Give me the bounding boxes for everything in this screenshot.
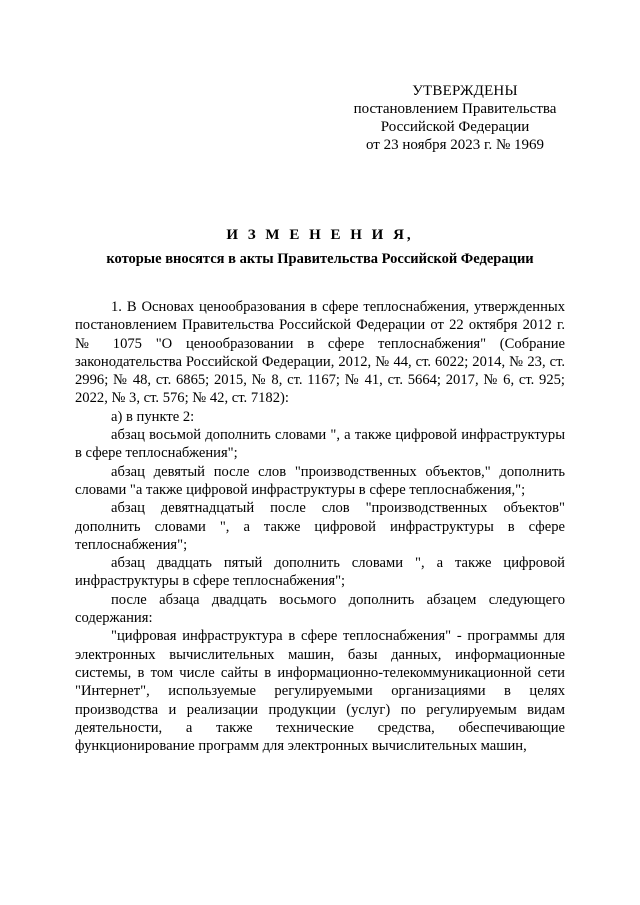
approval-line-1: постановлением Правительства [353, 101, 557, 117]
paragraph: абзац девятнадцатый после слов "производственных объектов" дополнить словами ", а также цифровой инфраструктуры в сфере теплоснабжения"; [75, 500, 565, 553]
paragraph: после абзаца двадцать восьмого дополнить абзацем следующего содержания: [75, 591, 565, 627]
paragraph: 1. В Основах ценообразования в сфере теплоснабжения, утвержденных постановлением Правительства Российской Федерации от 22 октября 2012 г. № 1075 "О ценообразовании в сфере теплоснабжения" (Собрание законодательства Российской Федерации, 2012, № 44, ст. 6022; 2014, № 23, ст. 2996; № 48, ст. 6865; 2015, № 8, ст. 1167; № 41, ст. 5664; 2017, № 6, ст. 925; 2022, № 3, ст. 576; № 42, ст. 7182): [75, 299, 565, 407]
document-title: И З М Е Н Е Н И Я, [226, 227, 414, 243]
approval-line-3: от 23 ноября 2023 г. № 1969 [365, 137, 545, 153]
document-subtitle: которые вносятся в акты Правительства Российской Федерации [106, 251, 534, 267]
paragraph: абзац девятый после слов "производственных объектов," дополнить словами "а также цифровой инфраструктуры в сфере теплоснабжения,"; [75, 463, 565, 498]
approval-line-2: Российской Федерации [380, 119, 530, 135]
paragraph: а) в пункте 2: [111, 408, 195, 425]
document-body [75, 298, 565, 755]
paragraph: абзац двадцать пятый дополнить словами ", а также цифровой инфраструктуры в сфере теплоснабжения"; [75, 555, 565, 590]
approval-stamp [340, 82, 570, 154]
approval-heading: УТВЕРЖДЕНЫ [412, 83, 518, 99]
paragraph: "цифровая инфраструктура в сфере теплоснабжения" - программы для электронных вычислительных машин, базы данных, информационные системы, в том числе сайты в информационно-телекоммуникационной сети "Интернет", используемые регулируемыми организациями в целях производства и реализации продукции (услуг) по регулируемым видам деятельности, а также технические средства, обеспечивающие функционирование программ для электронных вычислительных машин, [75, 628, 565, 755]
paragraph: абзац восьмой дополнить словами ", а также цифровой инфраструктуры в сфере теплоснабжения"; [75, 427, 565, 462]
